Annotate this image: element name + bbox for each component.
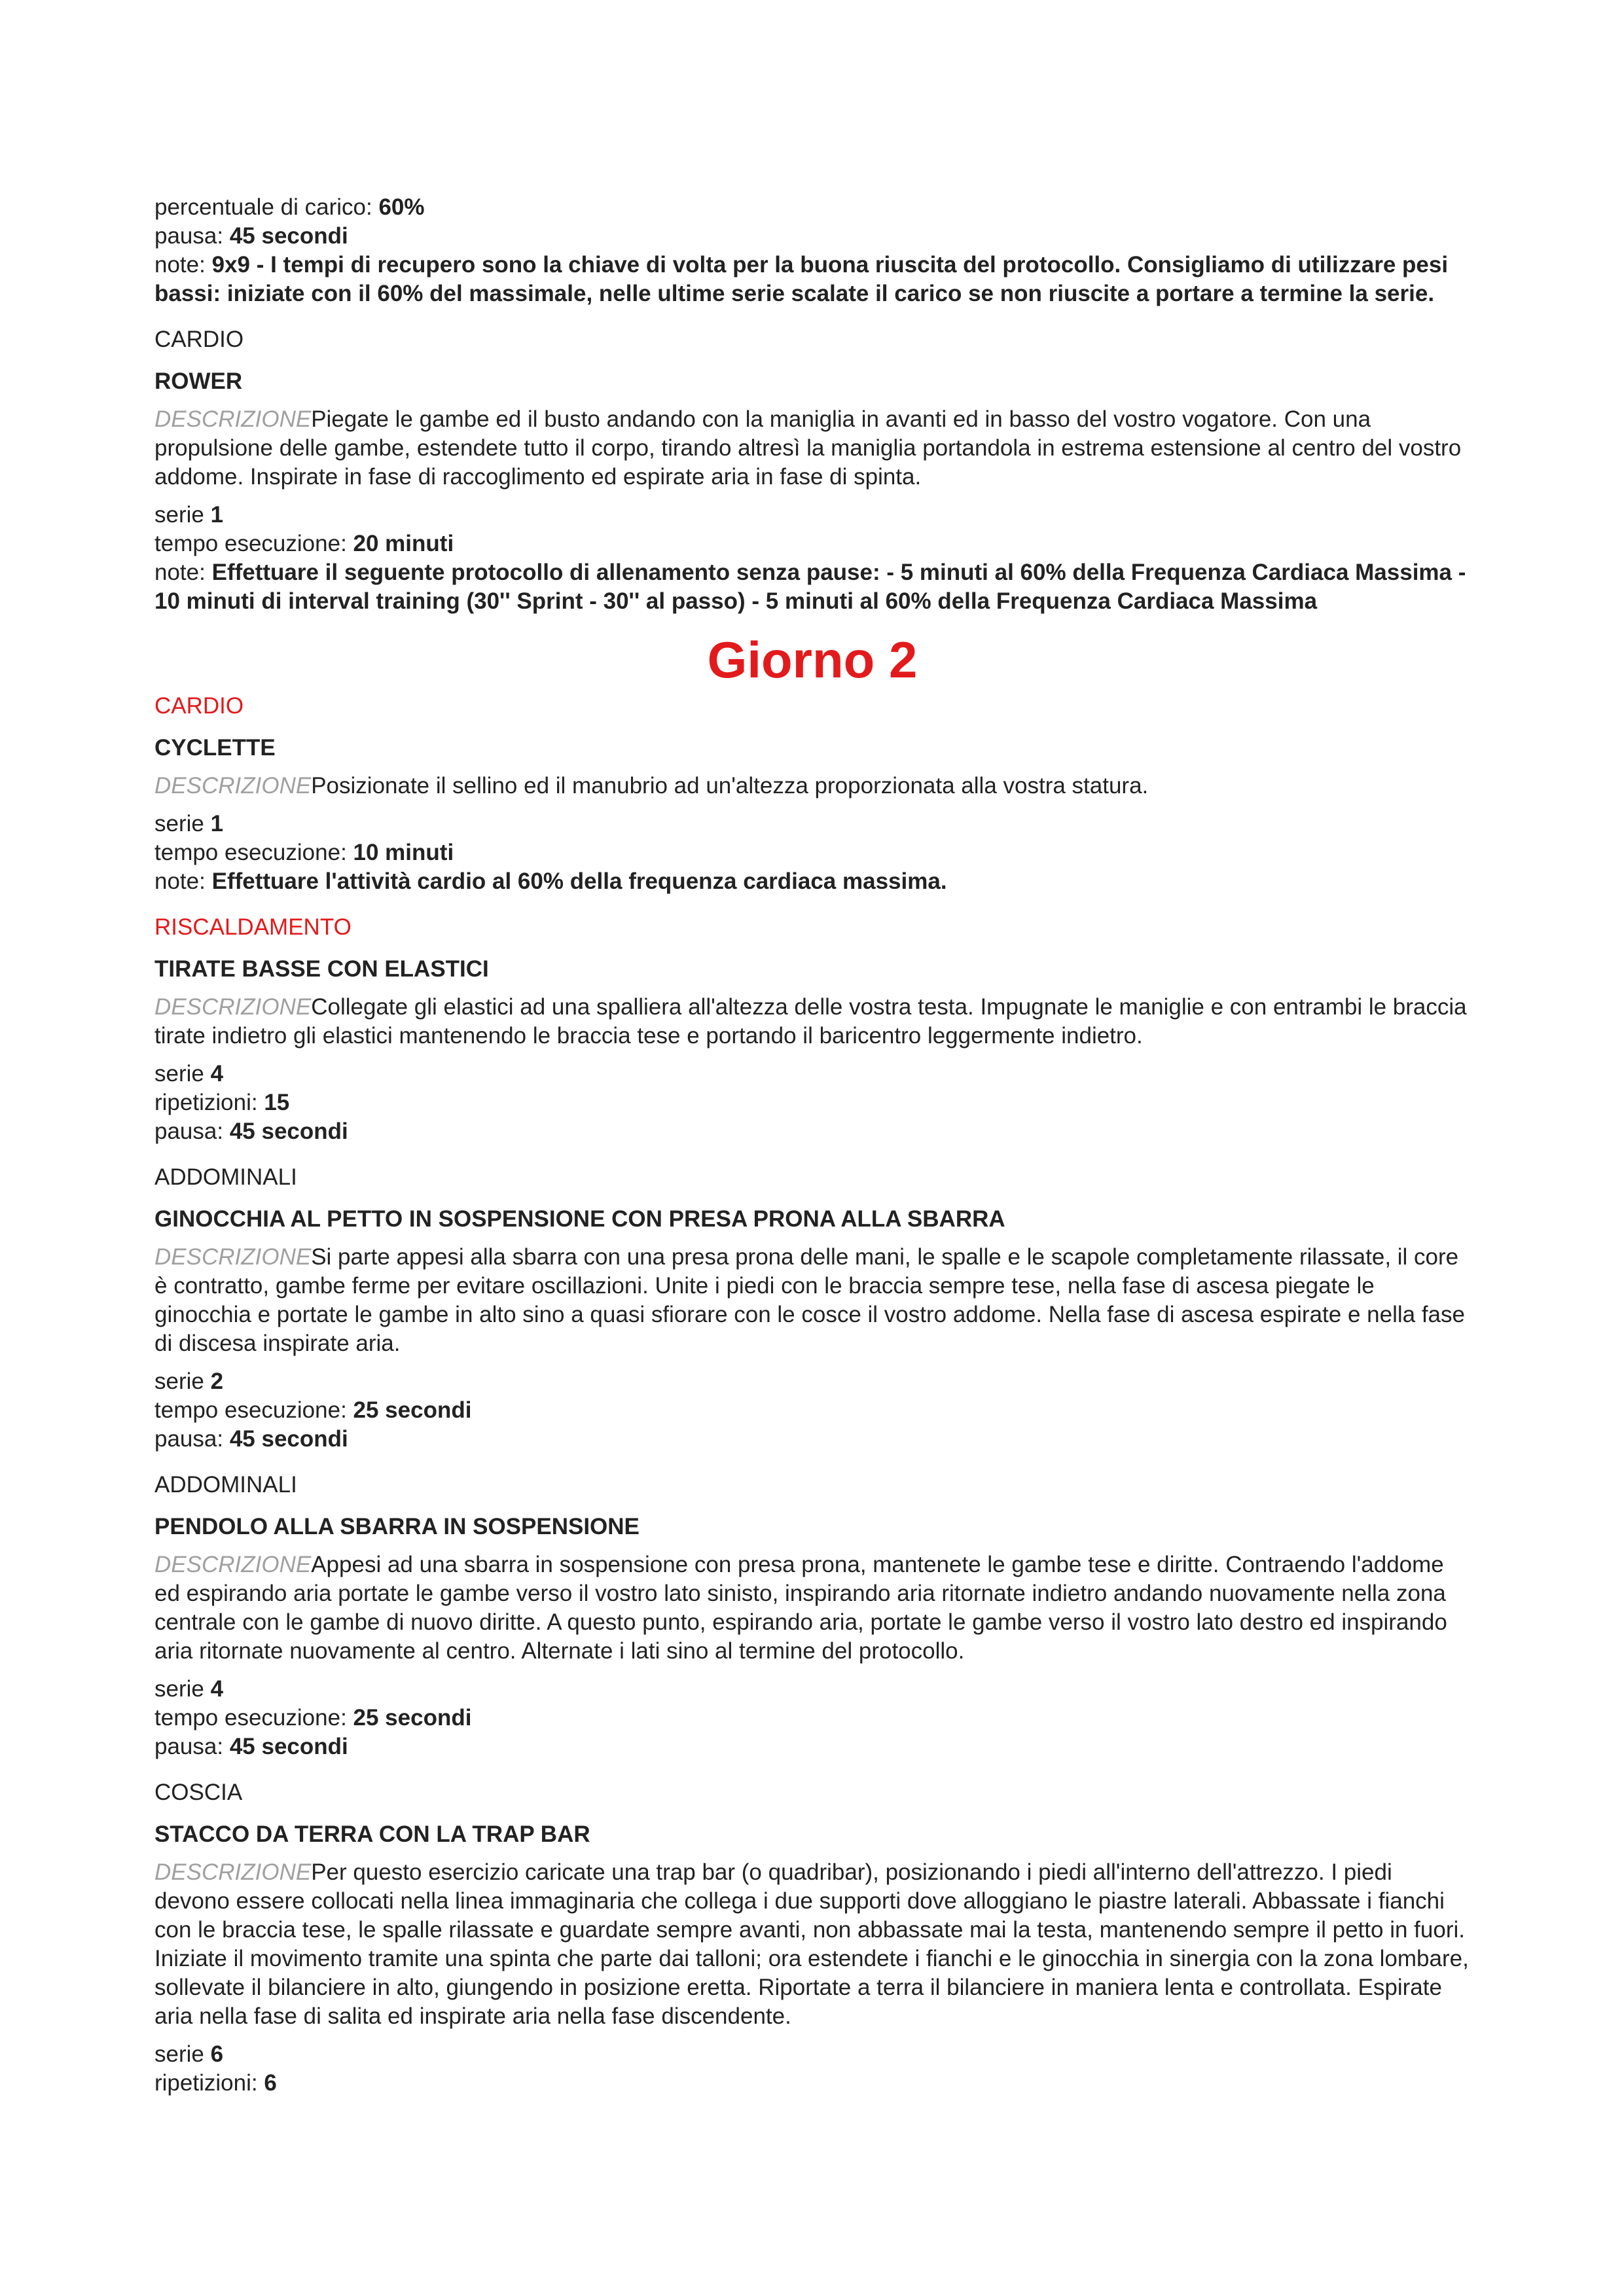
description-label: DESCRIZIONE [154, 406, 312, 432]
param-label: tempo esecuzione: [154, 1705, 347, 1731]
exercise-title: GINOCCHIA AL PETTO IN SOSPENSIONE CON PRESA PRONA ALLA SBARRA [154, 1206, 1005, 1232]
exercise-tirate-basse [154, 913, 1470, 1146]
param-value: 15 [264, 1090, 290, 1115]
param-value: 1 [210, 811, 224, 836]
param-label: tempo esecuzione: [154, 531, 347, 556]
param-label: note: [154, 252, 206, 278]
param-note [154, 867, 1470, 896]
exercise-params [154, 1060, 1470, 1146]
param-value: 4 [210, 1061, 224, 1086]
param-value: 45 secondi [229, 223, 348, 249]
exercise-category: CARDIO [154, 327, 244, 352]
description-text: Si parte appesi alla sbarra con una presa prona delle mani, le spalle e le scapole completamente rilassate, il core è contratto, gambe ferme per evitare oscillazioni. Unite i piedi con le braccia sempre tese, nella fase di ascesa piegate le ginocchia e portate le gambe in alto sino a quasi sfiorare con le cosce il vostro addome. Nella fase di ascesa espirate e nella fase di discesa inspirate aria. [154, 1244, 1465, 1356]
param-value: 10 minuti [353, 840, 454, 865]
param-label: note: [154, 869, 206, 894]
exercise-params [154, 501, 1470, 616]
description-text: Collegate gli elastici ad una spalliera all'altezza delle vostra testa. Impugnate le maniglie e con entrambi le braccia tirate indietro gli elastici mantenendo le braccia tese e portando il baricentro leggermente indietro. [154, 994, 1467, 1049]
param-serie [154, 810, 1470, 838]
param-label: serie [154, 1061, 204, 1086]
description-text: Posizionate il sellino ed il manubrio ad un'altezza proporzionata alla vostra statura. [311, 773, 1149, 798]
param-carico [154, 193, 1470, 222]
param-tempo [154, 1704, 1470, 1732]
description-label: DESCRIZIONE [154, 1859, 312, 1885]
param-label: tempo esecuzione: [154, 1397, 347, 1423]
description-label: DESCRIZIONE [154, 773, 312, 798]
param-serie [154, 1367, 1470, 1396]
param-serie [154, 1060, 1470, 1088]
param-tempo [154, 529, 1470, 558]
param-value: 45 secondi [229, 1119, 348, 1144]
exercise-pendolo [154, 1471, 1470, 1761]
param-serie [154, 2040, 1470, 2069]
exercise-category: ADDOMINALI [154, 1164, 297, 1190]
exercise-description [154, 1243, 1470, 1358]
exercise-category: COSCIA [154, 1780, 243, 1805]
description-text: Appesi ad una sbarra in sospensione con presa prona, mantenete le gambe tese e diritte. Contraendo l'addome ed espirando aria portate le gambe verso il vostro lato sinisto, inspirando aria ritornate indietro andando nuovamente nella zona centrale con le gambe di nuovo diritte. A questo punto, espirando aria, portate le gambe verso il vostro lato destro ed inspirando aria ritornate nuovamente al centro. Alternate i lati sino al termine del protocollo. [154, 1552, 1447, 1664]
param-value: 20 minuti [353, 531, 454, 556]
exercise-title: ROWER [154, 368, 243, 394]
param-label: pausa: [154, 1119, 224, 1144]
description-label: DESCRIZIONE [154, 994, 312, 1020]
param-note [154, 251, 1470, 308]
exercise-ginocchia-al-petto [154, 1163, 1470, 1454]
param-value: 9x9 - I tempi di recupero sono la chiave di volta per la buona riuscita del protocollo. Consigliamo di utilizzare pesi bassi: iniziate con il 60% del massimale, nelle ultime serie scalate il carico se non riuscite a portare a termine la serie. [154, 252, 1449, 306]
exercise-category: RISCALDAMENTO [154, 914, 352, 940]
param-label: pausa: [154, 1426, 224, 1452]
param-label: serie [154, 1369, 204, 1394]
exercise-params [154, 810, 1470, 896]
param-serie [154, 501, 1470, 529]
param-label: pausa: [154, 1734, 224, 1759]
param-value: 25 secondi [353, 1705, 472, 1731]
param-value: 1 [210, 502, 224, 528]
param-label: note: [154, 560, 206, 585]
param-value: 2 [210, 1369, 224, 1394]
param-value: 45 secondi [229, 1426, 348, 1452]
param-label: serie [154, 2041, 204, 2067]
param-label: serie [154, 811, 204, 836]
param-ripetizioni [154, 1088, 1470, 1117]
param-label: pausa: [154, 223, 224, 249]
exercise-category: CARDIO [154, 693, 244, 719]
param-value: 4 [210, 1676, 224, 1702]
param-pausa [154, 1732, 1470, 1761]
param-value: Effettuare l'attività cardio al 60% della frequenza cardiaca massima. [211, 869, 947, 894]
param-label: ripetizioni: [154, 2070, 258, 2096]
param-pausa [154, 222, 1470, 251]
previous-exercise-params [154, 193, 1470, 308]
param-value: 25 secondi [353, 1397, 472, 1423]
param-value: 60% [378, 194, 425, 220]
description-label: DESCRIZIONE [154, 1552, 312, 1577]
exercise-category: ADDOMINALI [154, 1472, 297, 1498]
description-text: Per questo esercizio caricate una trap bar (o quadribar), posizionando i piedi all'interno dell'attrezzo. I piedi devono essere collocati nella linea immaginaria che collega i due supporti dove alloggiano le piastre laterali. Abbassate i fianchi con le braccia tese, le spalle rilassate e guardate sempre avanti, non abbassate mai la testa, mantenendo sempre il petto in fuori. Iniziate il movimento tramite una spinta che parte dai talloni; ora estendete i fianchi e le ginocchia in sinergia con la zona lombare, sollevate il bilanciere in alto, giungendo in posizione eretta. Riportate a terra il bilanciere in maniera lenta e controllata. Espirate aria nella fase di salita ed inspirate aria nella fase discendente. [154, 1859, 1469, 2029]
param-pausa [154, 1117, 1470, 1146]
param-label: ripetizioni: [154, 1090, 258, 1115]
param-tempo [154, 838, 1470, 867]
param-pausa [154, 1425, 1470, 1454]
exercise-description [154, 772, 1470, 800]
param-label: percentuale di carico: [154, 194, 372, 220]
param-note [154, 558, 1470, 616]
param-value: Effettuare il seguente protocollo di allenamento senza pause: - 5 minuti al 60% della Frequenza Cardiaca Massima - 10 minuti di interval training (30'' Sprint - 30'' al passo) - 5 minuti al 60% della Frequenza Cardiaca Massima [154, 560, 1466, 614]
description-label: DESCRIZIONE [154, 1244, 312, 1270]
param-label: serie [154, 502, 204, 528]
exercise-description [154, 1858, 1470, 2031]
day-title: Giorno 2 [707, 631, 918, 689]
exercise-rower [154, 325, 1470, 616]
param-ripetizioni [154, 2069, 1470, 2098]
exercise-title: PENDOLO ALLA SBARRA IN SOSPENSIONE [154, 1514, 640, 1539]
exercise-cyclette [154, 692, 1470, 896]
exercise-params [154, 1675, 1470, 1761]
exercise-title: STACCO DA TERRA CON LA TRAP BAR [154, 1821, 590, 1847]
param-label: serie [154, 1676, 204, 1702]
param-value: 45 secondi [229, 1734, 348, 1759]
param-serie [154, 1675, 1470, 1704]
exercise-stacco-trap-bar [154, 1778, 1470, 2098]
exercise-description [154, 993, 1470, 1050]
exercise-description [154, 1551, 1470, 1666]
document-page [154, 193, 1470, 2098]
param-tempo [154, 1396, 1470, 1425]
exercise-description [154, 405, 1470, 492]
param-value: 6 [210, 2041, 224, 2067]
exercise-title: TIRATE BASSE CON ELASTICI [154, 956, 489, 982]
exercise-params [154, 1367, 1470, 1454]
param-label: tempo esecuzione: [154, 840, 347, 865]
exercise-params [154, 2040, 1470, 2098]
description-text: Piegate le gambe ed il busto andando con la maniglia in avanti ed in basso del vostro vogatore. Con una propulsione delle gambe, estendete tutto il corpo, tirando altresì la maniglia portandola in estrema estensione al centro del vostro addome. Inspirate in fase di raccoglimento ed espirate aria in fase di spinta. [154, 406, 1462, 490]
param-value: 6 [264, 2070, 277, 2096]
exercise-title: CYCLETTE [154, 735, 276, 761]
